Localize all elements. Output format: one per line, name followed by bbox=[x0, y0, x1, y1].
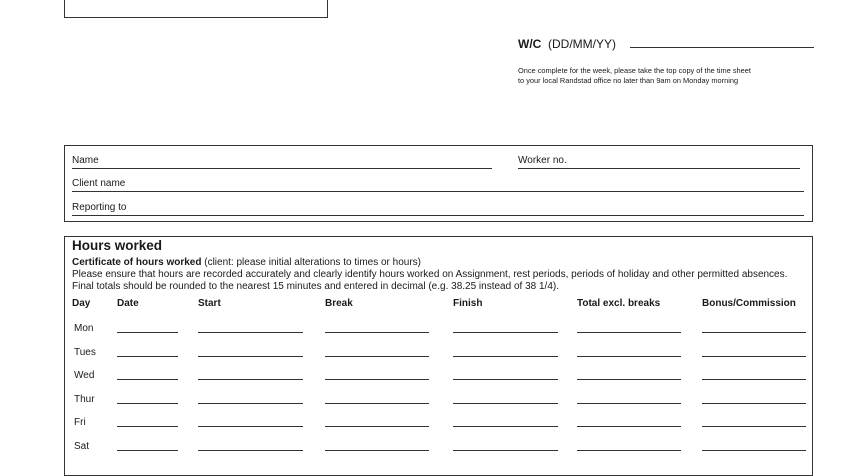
mon-finish-field[interactable] bbox=[453, 332, 558, 333]
reporting-to-label: Reporting to bbox=[72, 202, 127, 213]
tues-finish-field[interactable] bbox=[453, 356, 558, 357]
column-header-bonus: Bonus/Commission bbox=[702, 298, 796, 309]
name-label: Name bbox=[72, 155, 99, 166]
tues-date-field[interactable] bbox=[117, 356, 178, 357]
week-commencing-label: W/C (DD/MM/YY) bbox=[518, 37, 616, 51]
day-label-mon: Mon bbox=[74, 323, 94, 334]
sat-bonus-field[interactable] bbox=[702, 450, 806, 451]
mon-break-field[interactable] bbox=[325, 332, 429, 333]
hours-worked-title: Hours worked bbox=[72, 238, 163, 253]
instructions-line-1: Please ensure that hours are recorded accurately and clearly identify hours worked on Assignment, rest periods, periods of holiday and other permitted absences. bbox=[72, 269, 788, 280]
column-header-date: Date bbox=[117, 298, 139, 309]
sat-break-field[interactable] bbox=[325, 450, 429, 451]
client-name-label: Client name bbox=[72, 178, 126, 189]
wed-break-field[interactable] bbox=[325, 379, 429, 380]
wed-date-field[interactable] bbox=[117, 379, 178, 380]
sat-total-field[interactable] bbox=[577, 450, 681, 451]
sat-date-field[interactable] bbox=[117, 450, 178, 451]
tues-total-field[interactable] bbox=[577, 356, 681, 357]
instructions bbox=[72, 269, 807, 293]
day-label-thur: Thur bbox=[74, 393, 95, 405]
thur-bonus-field[interactable] bbox=[702, 403, 806, 404]
day-label-wed: Wed bbox=[74, 370, 95, 381]
fri-bonus-field[interactable] bbox=[702, 426, 806, 427]
fri-break-field[interactable] bbox=[325, 426, 429, 427]
instructions-line-2: Final totals should be rounded to the nearest 15 minutes and entered in decimal (e.g. 38.25 instead of 38 1/4). bbox=[72, 281, 559, 292]
top-box bbox=[64, 0, 328, 18]
name-field[interactable] bbox=[72, 168, 492, 169]
note-line-2: to your local Randstad office no later than 9am on Monday morning bbox=[518, 75, 739, 85]
column-header-day: Day bbox=[72, 298, 91, 309]
fri-finish-field[interactable] bbox=[453, 426, 558, 427]
reporting-to-field[interactable] bbox=[72, 215, 804, 216]
certificate-line: Certificate of hours worked (client: please initial alterations to times or hours) bbox=[72, 257, 422, 268]
fri-total-field[interactable] bbox=[577, 426, 681, 427]
thur-finish-field[interactable] bbox=[453, 403, 558, 404]
worker-no-label: Worker no. bbox=[518, 155, 567, 166]
thur-break-field[interactable] bbox=[325, 403, 429, 404]
mon-bonus-field[interactable] bbox=[702, 332, 806, 333]
tues-start-field[interactable] bbox=[198, 356, 303, 357]
day-label-tues: Tues bbox=[74, 346, 96, 358]
submission-note bbox=[518, 66, 808, 85]
wed-finish-field[interactable] bbox=[453, 379, 558, 380]
thur-date-field[interactable] bbox=[117, 403, 178, 404]
day-label-fri: Fri bbox=[74, 417, 86, 428]
sat-finish-field[interactable] bbox=[453, 450, 558, 451]
fri-start-field[interactable] bbox=[198, 426, 303, 427]
week-commencing-field[interactable] bbox=[630, 47, 814, 48]
worker-no-field[interactable] bbox=[518, 168, 800, 169]
sat-start-field[interactable] bbox=[198, 450, 303, 451]
note-line-1: Once complete for the week, please take the top copy of the time sheet bbox=[518, 66, 751, 75]
mon-date-field[interactable] bbox=[117, 332, 178, 333]
mon-start-field[interactable] bbox=[198, 332, 303, 333]
wed-bonus-field[interactable] bbox=[702, 379, 806, 380]
thur-start-field[interactable] bbox=[198, 403, 303, 404]
column-header-total: Total excl. breaks bbox=[577, 298, 661, 309]
wed-total-field[interactable] bbox=[577, 379, 681, 380]
day-label-sat: Sat bbox=[74, 440, 90, 452]
details-box bbox=[64, 145, 813, 222]
thur-total-field[interactable] bbox=[577, 403, 681, 404]
column-header-finish: Finish bbox=[453, 298, 483, 309]
mon-total-field[interactable] bbox=[577, 332, 681, 333]
client-name-field[interactable] bbox=[72, 191, 804, 192]
column-header-start: Start bbox=[198, 298, 221, 309]
fri-date-field[interactable] bbox=[117, 426, 178, 427]
tues-bonus-field[interactable] bbox=[702, 356, 806, 357]
tues-break-field[interactable] bbox=[325, 356, 429, 357]
column-header-break: Break bbox=[325, 298, 353, 309]
wed-start-field[interactable] bbox=[198, 379, 303, 380]
